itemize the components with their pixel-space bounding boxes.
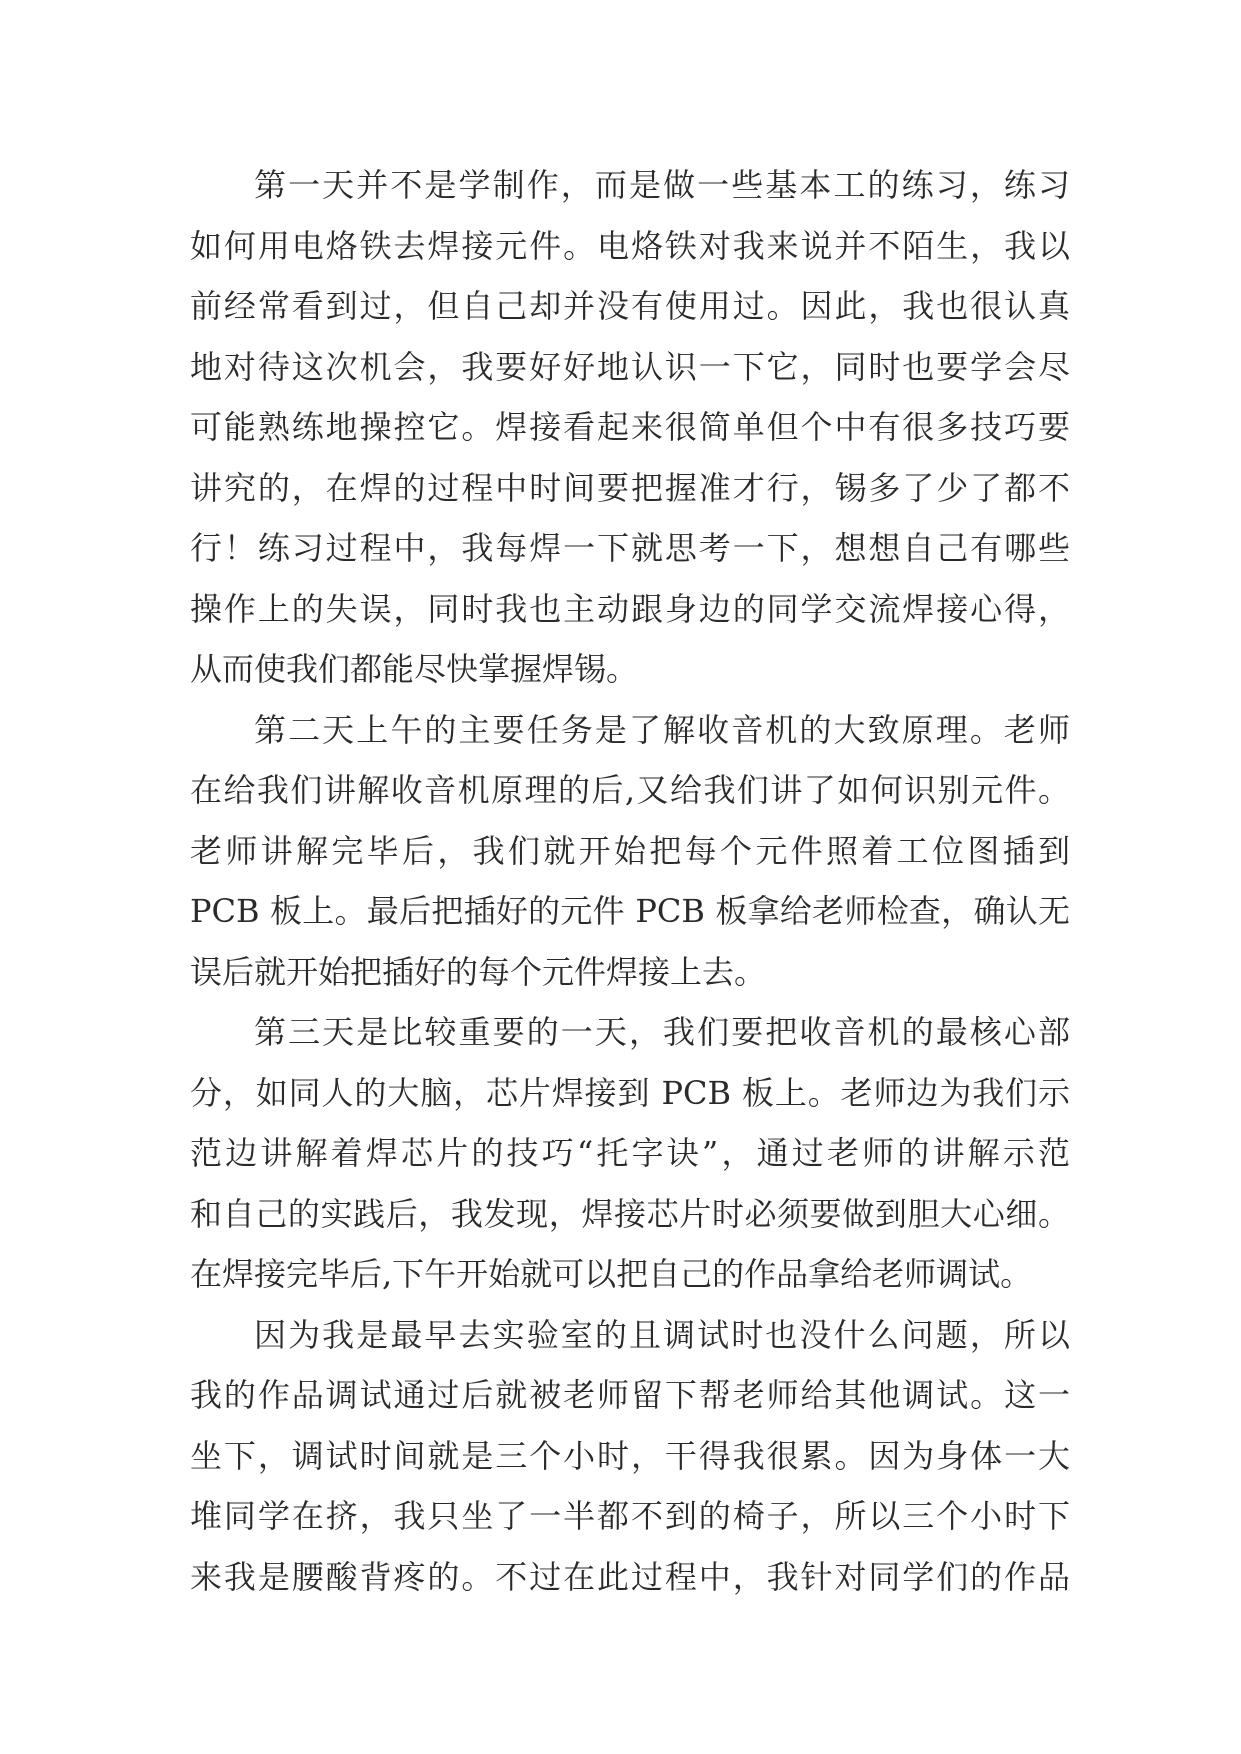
text-line: 堆同学在挤，我只坐了一半都不到的椅子，所以三个小时下 — [190, 1497, 1070, 1535]
text-line: 误后就开始把插好的每个元件焊接上去。 — [190, 952, 767, 991]
text-line: 从而使我们都能尽快掌握焊锡。 — [190, 650, 639, 688]
text-line: 第二天上午的主要任务是了解收音机的大致原理。老师 — [254, 710, 1070, 749]
text-line: 操作上的失误，同时我也主动跟身边的同学交流焊接心得， — [190, 589, 1070, 628]
text-line: PCB 板上。最后把插好的元件 PCB 板拿给老师检查，确认无 — [190, 892, 1070, 930]
text-line: 第一天并不是学制作，而是做一些基本工的练习，练习 — [254, 166, 1070, 204]
text-line: 行！练习过程中，我每焊一下就思考一下，想想自己有哪些 — [190, 529, 1070, 567]
text-line: 地对待这次机会，我要好好地认识一下它，同时也要学会尽 — [190, 347, 1070, 386]
text-line: 在焊接完毕后,下午开始就可以把自己的作品拿给老师调试。 — [190, 1255, 1033, 1293]
text-line: 来我是腰酸背疼的。不过在此过程中，我针对同学们的作品 — [190, 1557, 1070, 1596]
text-line: 可能熟练地操控它。焊接看起来很简单但个中有很多技巧要 — [190, 408, 1070, 446]
text-line: 因为我是最早去实验室的且调试时也没什么问题，所以 — [254, 1315, 1070, 1354]
text-line: 分，如同人的大脑，芯片焊接到 PCB 板上。老师边为我们示 — [190, 1073, 1070, 1112]
text-line: 在给我们讲解收音机原理的后,又给我们讲了如何识别元件。 — [190, 771, 1070, 809]
text-line: 讲究的，在焊的过程中时间要把握准才行，锡多了少了都不 — [190, 468, 1070, 507]
text-line: 和自己的实践后，我发现，焊接芯片时必须要做到胆大心细。 — [190, 1194, 1070, 1233]
text-line: 如何用电烙铁去焊接元件。电烙铁对我来说并不陌生，我以 — [190, 226, 1070, 265]
text-line: 老师讲解完毕后，我们就开始把每个元件照着工位图插到 — [190, 831, 1070, 870]
text-line: 坐下，调试时间就是三个小时，干得我很累。因为身体一大 — [190, 1436, 1070, 1475]
text-line: 前经常看到过，但自己却并没有使用过。因此，我也很认真 — [190, 287, 1070, 325]
text-line: 第三天是比较重要的一天，我们要把收音机的最核心部 — [254, 1013, 1070, 1051]
text-line: 我的作品调试通过后就被老师留下帮老师给其他调试。这一 — [190, 1376, 1070, 1414]
body-text — [190, 155, 1070, 1607]
text-line: 范边讲解着焊芯片的技巧“托字诀”，通过老师的讲解示范 — [190, 1134, 1070, 1172]
